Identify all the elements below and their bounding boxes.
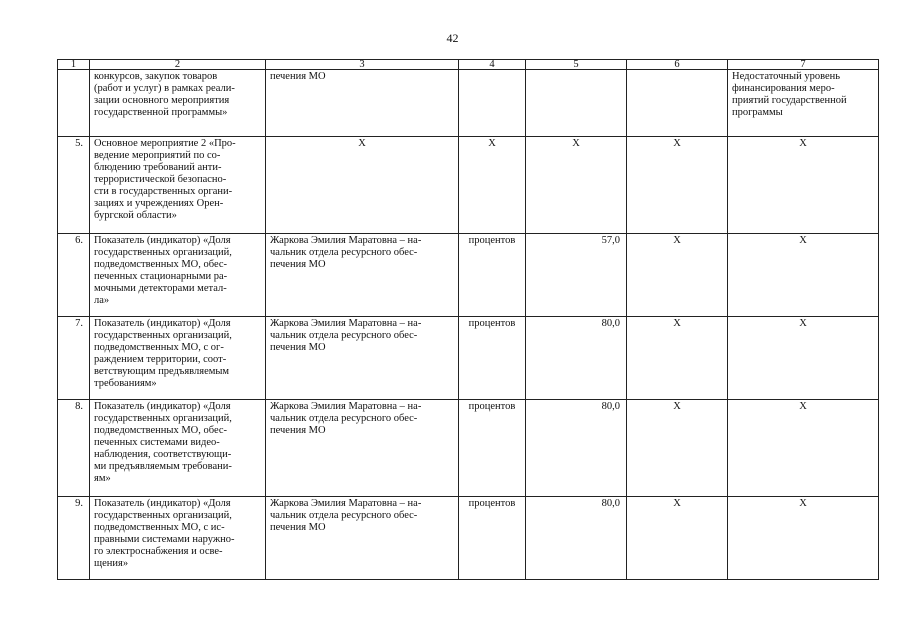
responsible-person: Жаркова Эмилия Маратовна – на- чальник отдела ресурсного обес- печения МО <box>266 234 459 317</box>
unit-cell: процентов <box>459 400 526 497</box>
header-col-2: 2 <box>90 60 266 70</box>
row-number: 8. <box>58 400 90 497</box>
risk-cell: X <box>728 497 879 580</box>
value-cell: 57,0 <box>526 234 627 317</box>
table-row <box>58 137 879 234</box>
risk-cell: X <box>728 137 879 234</box>
value-cell: X <box>526 137 627 234</box>
responsible-person: X <box>266 137 459 234</box>
table-row <box>58 234 879 317</box>
unit-cell <box>459 70 526 137</box>
responsible-person: печения МО <box>266 70 459 137</box>
risk-cell: X <box>728 400 879 497</box>
col6-cell: X <box>627 137 728 234</box>
unit-cell: процентов <box>459 317 526 400</box>
activity-name: Показатель (индикатор) «Доля государственных организаций, подведомственных МО, обес- печенных стационарными ра- мочными детекторами метал- ла» <box>90 234 266 317</box>
table-row <box>58 70 879 137</box>
col6-cell: X <box>627 317 728 400</box>
risk-cell: Недостаточный уровень финансирования меро- приятий государственной программы <box>728 70 879 137</box>
risk-cell: X <box>728 234 879 317</box>
table-row <box>58 497 879 580</box>
value-cell: 80,0 <box>526 497 627 580</box>
row-number: 7. <box>58 317 90 400</box>
row-number: 5. <box>58 137 90 234</box>
col6-cell <box>627 70 728 137</box>
responsible-person: Жаркова Эмилия Маратовна – на- чальник отдела ресурсного обес- печения МО <box>266 400 459 497</box>
value-cell <box>526 70 627 137</box>
table-row <box>58 317 879 400</box>
row-number: 9. <box>58 497 90 580</box>
col6-cell: X <box>627 497 728 580</box>
header-col-4: 4 <box>459 60 526 70</box>
row-number <box>58 70 90 137</box>
header-col-7: 7 <box>728 60 879 70</box>
unit-cell: процентов <box>459 234 526 317</box>
indicators-table <box>57 59 879 580</box>
value-cell: 80,0 <box>526 317 627 400</box>
table-row <box>58 400 879 497</box>
unit-cell: процентов <box>459 497 526 580</box>
risk-cell: X <box>728 317 879 400</box>
activity-name: Показатель (индикатор) «Доля государственных организаций, подведомственных МО, с ис- правными системами наружно- го электроснабжения и осве- щения» <box>90 497 266 580</box>
activity-name: Показатель (индикатор) «Доля государственных организаций, подведомственных МО, обес- печенных системами видео- наблюдения, соответствующи- ми предъявляемым требовани- ям» <box>90 400 266 497</box>
header-col-5: 5 <box>526 60 627 70</box>
activity-name: конкурсов, закупок товаров (работ и услуг) в рамках реали- зации основного мероприятия государственной программы» <box>90 70 266 137</box>
activity-name: Основное мероприятие 2 «Про- ведение мероприятий по со- блюдению требований анти- террористической безопасно- сти в государственных органи- зациях и учреждениях Орен- бургской области» <box>90 137 266 234</box>
col6-cell: X <box>627 234 728 317</box>
header-col-3: 3 <box>266 60 459 70</box>
header-col-6: 6 <box>627 60 728 70</box>
col6-cell: X <box>627 400 728 497</box>
value-cell: 80,0 <box>526 400 627 497</box>
header-col-1: 1 <box>58 60 90 70</box>
responsible-person: Жаркова Эмилия Маратовна – на- чальник отдела ресурсного обес- печения МО <box>266 497 459 580</box>
unit-cell: X <box>459 137 526 234</box>
responsible-person: Жаркова Эмилия Маратовна – на- чальник отдела ресурсного обес- печения МО <box>266 317 459 400</box>
header-row <box>58 60 879 70</box>
row-number: 6. <box>58 234 90 317</box>
page-number: 42 <box>446 31 459 45</box>
activity-name: Показатель (индикатор) «Доля государственных организаций, подведомственных МО, с ог- раждением территории, соот- ветствующим предъявляемым требованиям» <box>90 317 266 400</box>
